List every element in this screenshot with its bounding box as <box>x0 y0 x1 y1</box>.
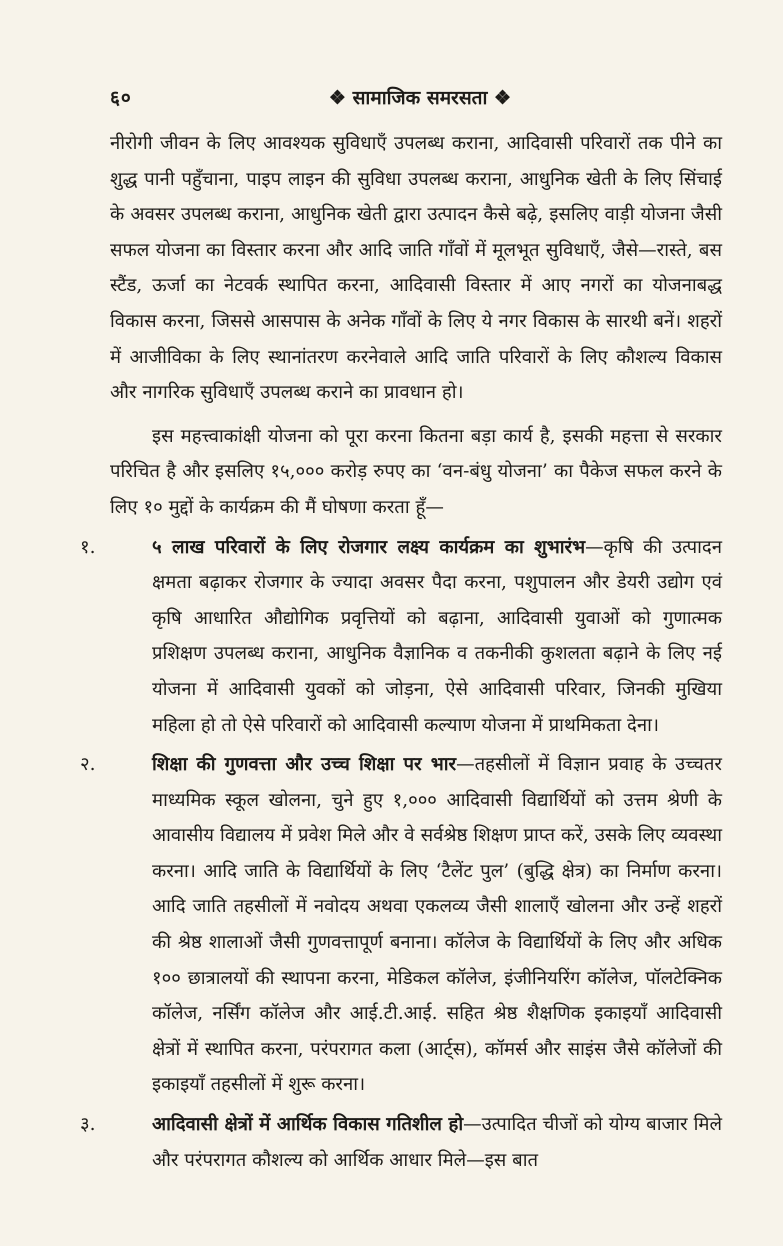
list-item <box>80 747 722 1103</box>
page-header <box>110 84 730 114</box>
list-item-number: १. <box>80 536 96 558</box>
list-item-number: ३. <box>80 1114 96 1136</box>
list-item-text: —कृषि की उत्पादन क्षमता बढ़ाकर रोजगार के ज्यादा अवसर पैदा करना, पशुपालन और डेयरी उद्योग एवं कृषि आधारित औद्योगिक प्रवृत्तियों को बढ़ाना, आदिवासी युवाओं को गुणात्मक प्रशिक्षण उपलब्ध कराना, आधुनिक वैज्ञानिक व तकनीकी कुशलता बढ़ाने के लिए नई योजना में आदिवासी युवकों को जोड़ना, ऐसे आदिवासी परिवार, जिनकी मुखिया महिला हो तो ऐसे परिवारों को आदिवासी कल्याण योजना में प्राथमिकता देना। <box>152 536 722 736</box>
paragraph: नीरोगी जीवन के लिए आवश्यक सुविधाएँ उपलब्ध कराना, आदिवासी परिवारों तक पीने का शुद्ध पानी पहुँचाना, पाइप लाइन की सुविधा उपलब्ध कराना, आधुनिक खेती के लिए सिंचाई के अवसर उपलब्ध कराना, आधुनिक खेती द्वारा उत्पादन कैसे बढ़े, इसलिए वाड़ी योजना जैसी सफल योजना का विस्तार करना और आदि जाति गाँवों में मूलभूत सुविधाएँ, जैसे—रास्ते, बस स्टैंड, ऊर्जा का नेटवर्क स्थापित करना, आदिवासी विस्तार में आए नगरों का योजनाबद्ध विकास करना, जिससे आसपास के अनेक गाँवों के लिए ये नगर विकास के सारथी बनें। शहरों में आजीविका के लिए स्थानांतरण करनेवाले आदि जाति परिवारों के लिए कौशल्य विकास और नागरिक सुविधाएँ उपलब्ध कराने का प्रावधान हो। <box>110 133 723 404</box>
running-title: ❖ सामाजिक समरसता ❖ <box>328 87 512 109</box>
list-item-title: आदिवासी क्षेत्रों में आर्थिक विकास गतिशील हो <box>152 1114 464 1136</box>
list-item-title: शिक्षा की गुणवत्ता और उच्च शिक्षा पर भार <box>152 754 457 776</box>
paragraph: इस महत्त्वाकांक्षी योजना को पूरा करना कितना बड़ा कार्य है, इसकी महत्ता से सरकार परिचित है और इसलिए १५,००० करोड़ रुपए का ‘वन-बंधु योजना’ का पैकेज सफल करने के लिए १० मुद्दों के कार्यक्रम की मैं घोषणा करता हूँ— <box>110 425 722 518</box>
list-item <box>80 1107 722 1178</box>
list-item-number: २. <box>80 754 96 776</box>
list-item-text: —उत्पादित चीजों को योग्य बाजार मिले और परंपरागत कौशल्य को आर्थिक आधार मिले—इस बात <box>152 1114 722 1171</box>
list-item <box>80 530 722 744</box>
page-body <box>80 126 723 1178</box>
numbered-list <box>80 530 722 1179</box>
page-number: ६० <box>110 87 132 109</box>
list-item-text: —तहसीलों में विज्ञान प्रवाह के उच्चतर माध्यमिक स्कूल खोलना, चुने हुए १,००० आदिवासी विद्यार्थियों को उत्तम श्रेणी के आवासीय विद्यालय में प्रवेश मिले और वे सर्वश्रेष्ठ शिक्षण प्राप्त करें, उसके लिए व्यवस्था करना। आदि जाति के विद्यार्थियों के लिए ‘टैलेंट पुल’ (बुद्धि क्षेत्र) का निर्माण करना। आदि जाति तहसीलों में नवोदय अथवा एकलव्य जैसी शालाएँ खोलना और उन्हें शहरों की श्रेष्ठ शालाओं जैसी गुणवत्तापूर्ण बनाना। कॉलेज के विद्यार्थियों के लिए और अधिक १०० छात्रालयों की स्थापना करना, मेडिकल कॉलेज, इंजीनियरिंग कॉलेज, पॉलटेक्निक कॉलेज, नर्सिंग कॉलेज और आई.टी.आई. सहित श्रेष्ठ शैक्षणिक इकाइयाँ आदिवासी क्षेत्रों में स्थापित करना, परंपरागत कला (आर्ट्स), कॉमर्स और साइंस जैसे कॉलेजों की इकाइयाँ तहसीलों में शुरू करना। <box>152 754 722 1096</box>
list-item-title: ५ लाख परिवारों के लिए रोजगार लक्ष्य कार्यक्रम का शुभारंभ <box>152 536 586 558</box>
